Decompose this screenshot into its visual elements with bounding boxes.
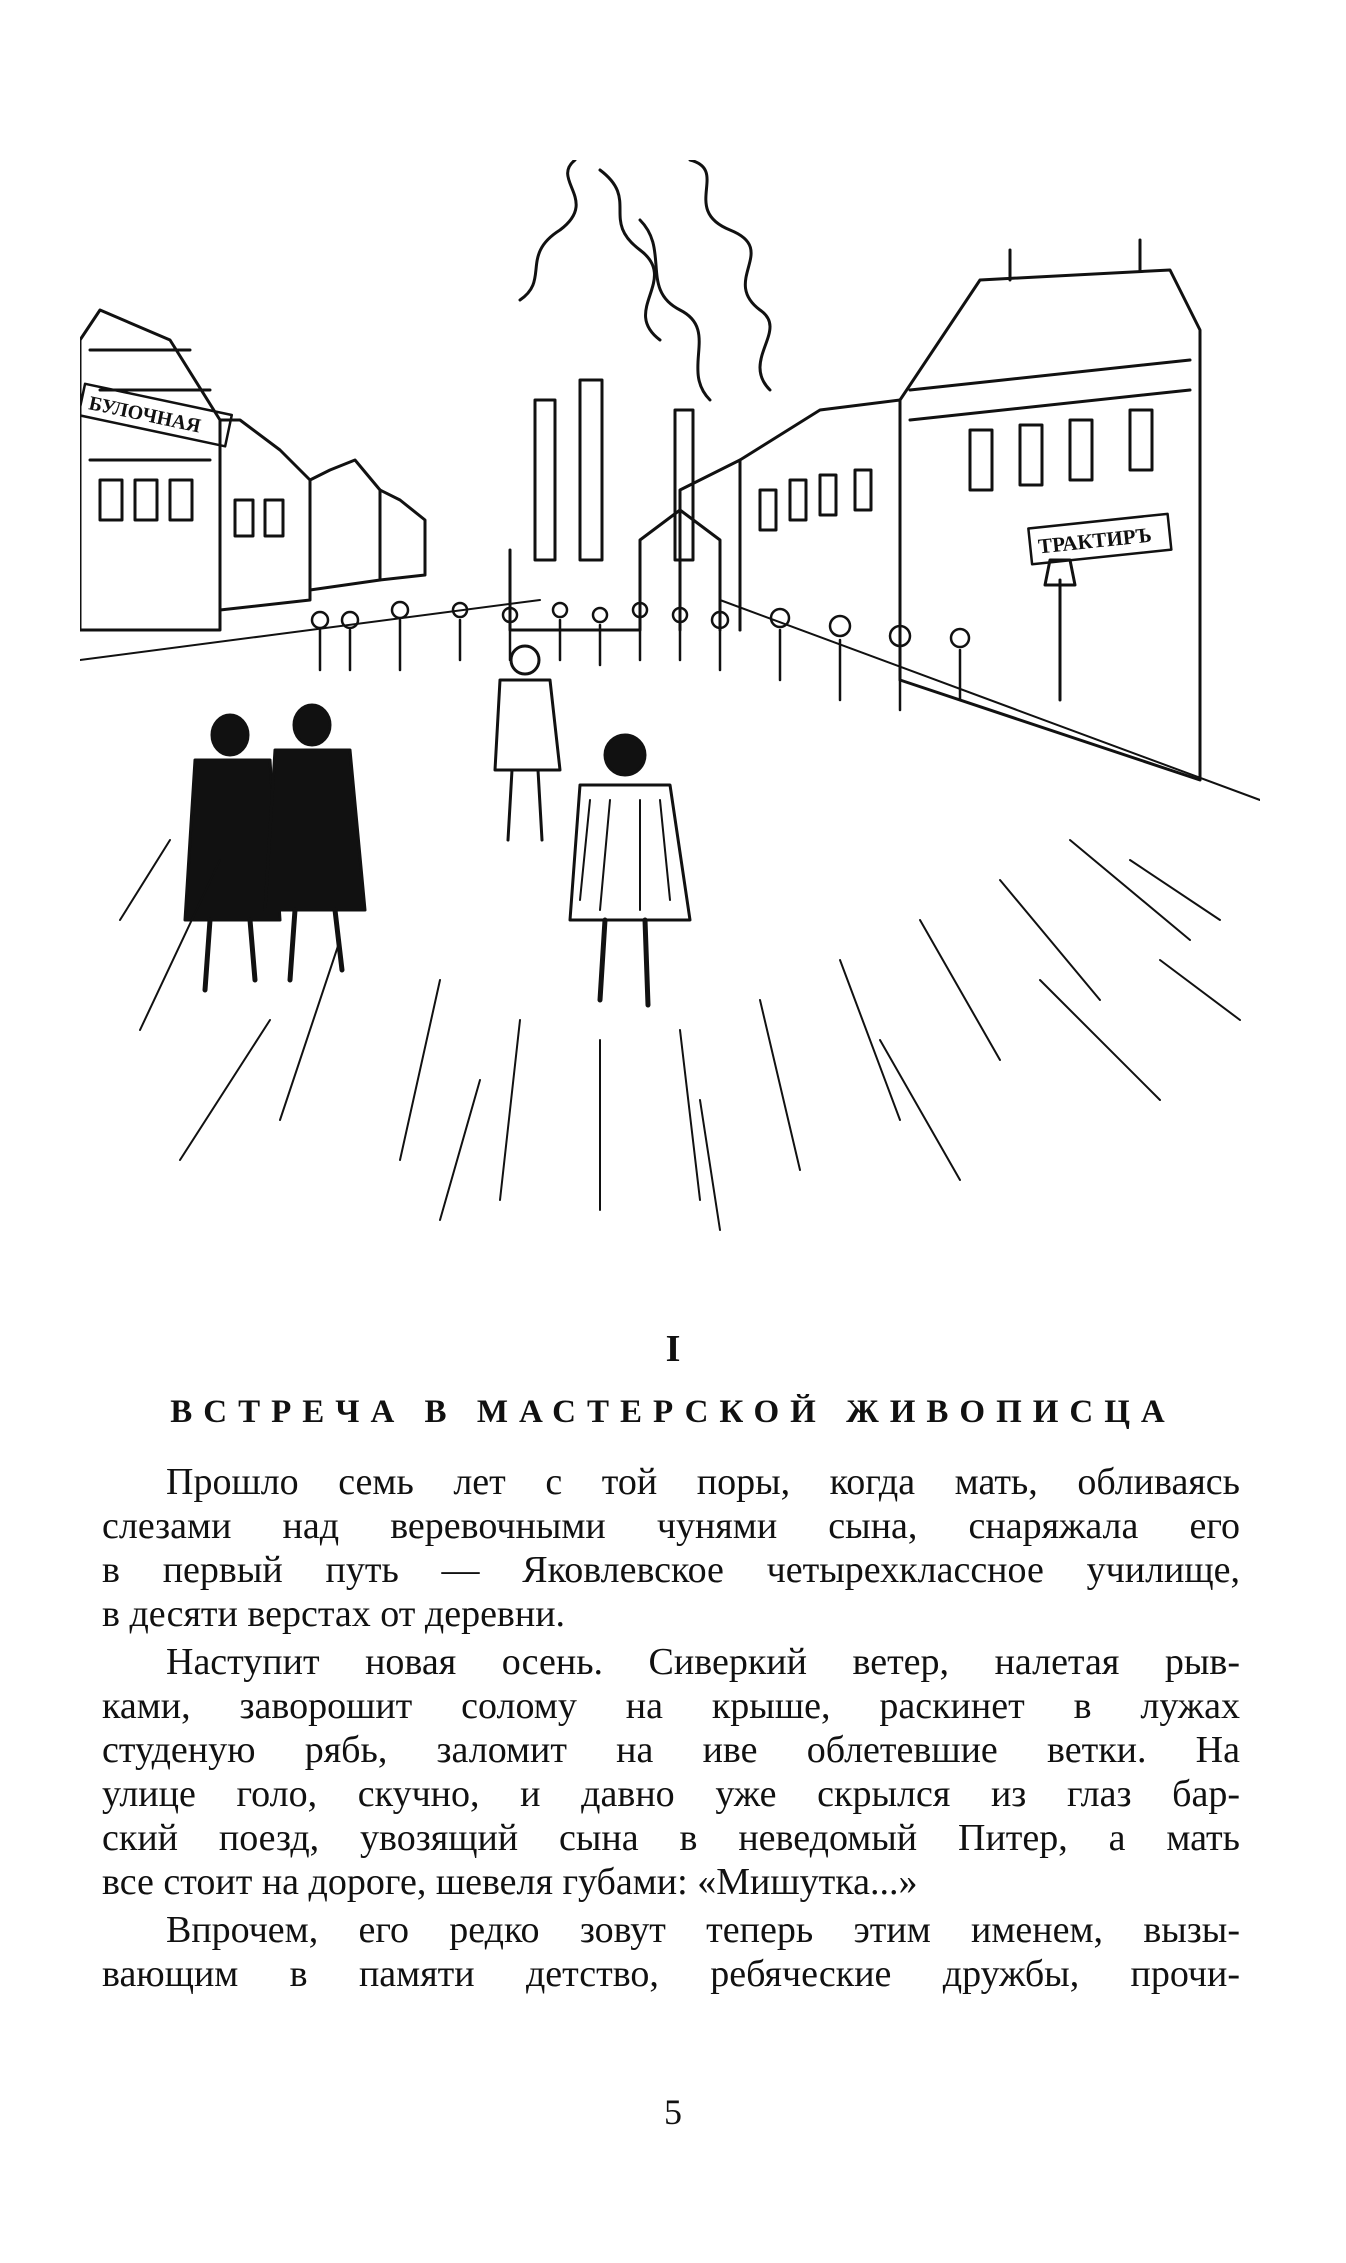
two-men-walking: [185, 705, 365, 920]
factory-chimney: [535, 400, 555, 560]
text-line: Впрочем, его редко зовут теперь этим именем, вызы-: [166, 1909, 1240, 1951]
paragraph: [102, 1460, 1240, 1636]
street-lamp: [1045, 560, 1075, 700]
text-line: ский поезд, увозящий сына в неведомый Питер, а мать: [102, 1817, 1240, 1859]
text-line: в десяти верстах от деревни.: [102, 1593, 566, 1635]
smoke-plume: [520, 160, 660, 340]
text-line: вающим в памяти детство, ребяческие дружбы, прочи-: [102, 1953, 1240, 1995]
text-line: улице голо, скучно, и давно уже скрылся из глаз бар-: [102, 1773, 1240, 1815]
walker-middle: [495, 646, 560, 840]
text-line: Наступит новая осень. Сиверкий ветер, налетая рыв-: [166, 1641, 1240, 1683]
smoke-plume: [690, 160, 770, 390]
page-number: 5: [664, 2092, 682, 2132]
street-illustration: [80, 160, 1260, 1240]
body-text: [102, 1460, 1240, 1996]
text-line: Прошло семь лет с той поры, когда мать, обливаясь: [166, 1461, 1240, 1503]
tavern-sign-text: ТРАКТИРЪ: [1037, 522, 1153, 559]
text-line: слезами над веревочными чунями сына, снаряжала его: [102, 1505, 1240, 1547]
text-line: все стоит на дороге, шевеля губами: «Мишутка...»: [102, 1861, 918, 1903]
text-line: в первый путь — Яковлевское четырехклассное училище,: [102, 1549, 1240, 1591]
chapter-title: ВСТРЕЧА В МАСТЕРСКОЙ ЖИВОПИСЦА: [170, 1394, 1176, 1430]
left-building: [80, 310, 220, 630]
text-line: студеную рябь, заломит на иве облетевшие ветки. На: [102, 1729, 1240, 1771]
bakery-sign-text: БУЛОЧНАЯ: [86, 392, 203, 438]
paragraph: [102, 1908, 1240, 1996]
walker-front: [570, 735, 690, 1005]
text-line: ками, заворошит солому на крыше, раскинет в лужах: [102, 1685, 1240, 1727]
paragraph: [102, 1640, 1240, 1904]
factory-chimney: [580, 380, 602, 560]
chapter-number: I: [665, 1328, 681, 1370]
